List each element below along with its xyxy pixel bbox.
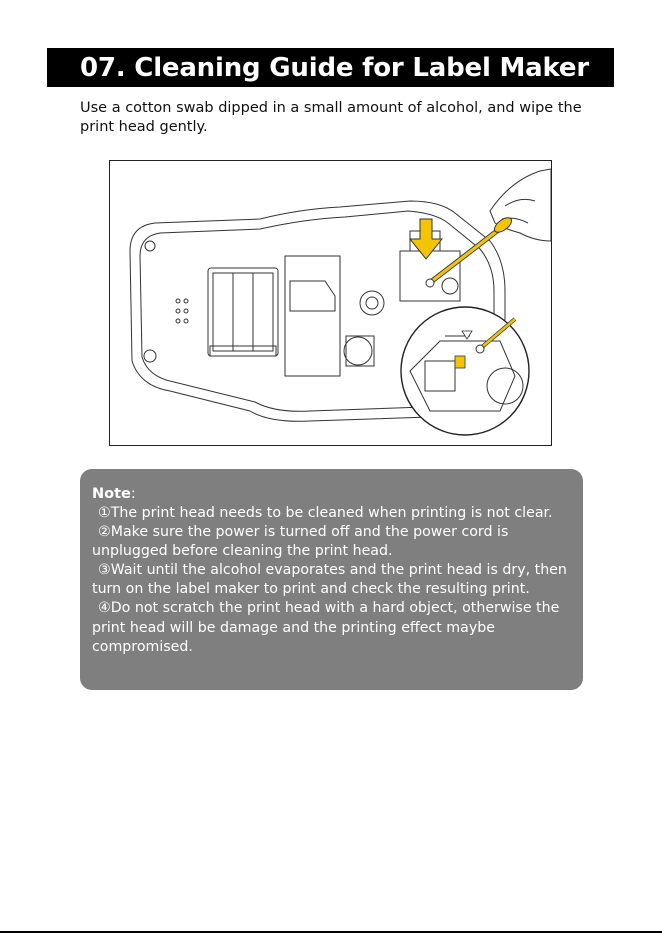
note-item-text: Do not scratch the print head with a hard object, otherwise the print head will be damage and the printing effect maybe compromised. [92, 600, 560, 655]
note-item-number: ③ [98, 562, 111, 579]
note-item-text: Make sure the power is turned off and the power cord is unplugged before cleaning the print head. [92, 524, 509, 560]
note-title-colon: : [130, 486, 136, 502]
magnified-detail [401, 307, 529, 435]
down-arrow-icon [410, 219, 442, 259]
bottom-rule [0, 931, 662, 933]
note-item-text: The print head needs to be cleaned when printing is not clear. [110, 505, 553, 521]
note-item-number: ④ [98, 600, 111, 617]
label-maker-drawing [110, 161, 551, 445]
page-title: 07. Cleaning Guide for Label Maker [80, 53, 589, 83]
note-item [92, 523, 571, 561]
section-header [47, 48, 614, 87]
note-item [92, 599, 571, 656]
note-box [80, 469, 583, 690]
intro-text: Use a cotton swab dipped in a small amount of alcohol, and wipe the print head gently. [80, 100, 582, 135]
note-title [92, 485, 571, 504]
note-title-label: Note [92, 486, 131, 502]
note-item [92, 504, 571, 523]
note-item-number: ① [98, 505, 111, 521]
note-item [92, 561, 571, 599]
label-maker-illustration [109, 160, 552, 446]
note-item-number: ② [98, 524, 111, 541]
note-item-text: Wait until the alcohol evaporates and the print head is dry, then turn on the label maker to print and check the resulting print. [92, 562, 567, 598]
